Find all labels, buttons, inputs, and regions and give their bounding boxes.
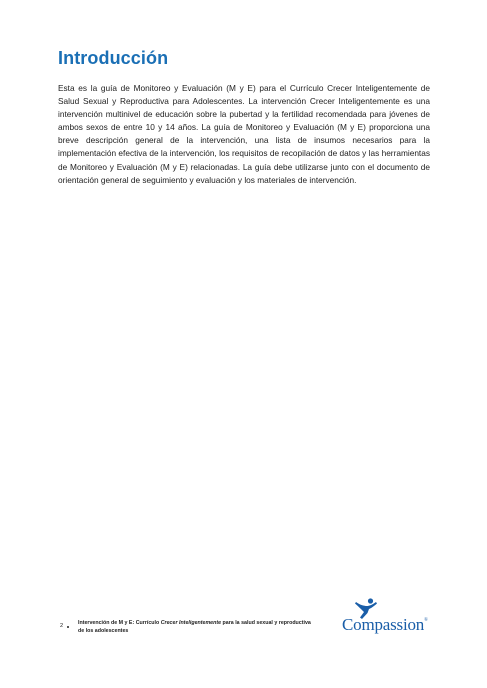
logo-wordmark-text: Compassion <box>342 615 425 634</box>
trademark-symbol: ® <box>424 618 428 623</box>
footer-text-prefix: Intervención de M y E: Currículo <box>78 620 161 626</box>
logo-wordmark <box>342 615 428 635</box>
compassion-logo <box>338 598 438 640</box>
footer-text-suffix: para la salud sexual y reproductiva de los adolescentes <box>78 620 311 634</box>
footer-text <box>78 619 318 635</box>
body-paragraph: Esta es la guía de Monitoreo y Evaluación (M y E) para el Currículo Crecer Inteligentemente de Salud Sexual y Reproductiva para Adolescentes. La intervención Crecer Inteligentemente es una intervención multinivel de educación sobre la pubertad y la fertilidad recomendada para jóvenes de ambos sexos de entre 10 y 14 años. La guía de Monitoreo y Evaluación (M y E) proporciona una breve descripción general de la intervención, una lista de insumos necesarios para la implementación efectiva de la intervención, los requisitos de recopilación de datos y las herramientas de Monitoreo y Evaluación (M y E) relacionadas. La guía debe utilizarse junto con el documento de orientación general de seguimiento y evaluación y los materiales de intervención. <box>58 83 430 185</box>
page-title: Introducción <box>58 48 169 68</box>
footer-bullet <box>67 626 69 628</box>
page-number: 2 <box>60 623 64 629</box>
footer-text-italic: Crecer Inteligentemente <box>160 620 222 626</box>
